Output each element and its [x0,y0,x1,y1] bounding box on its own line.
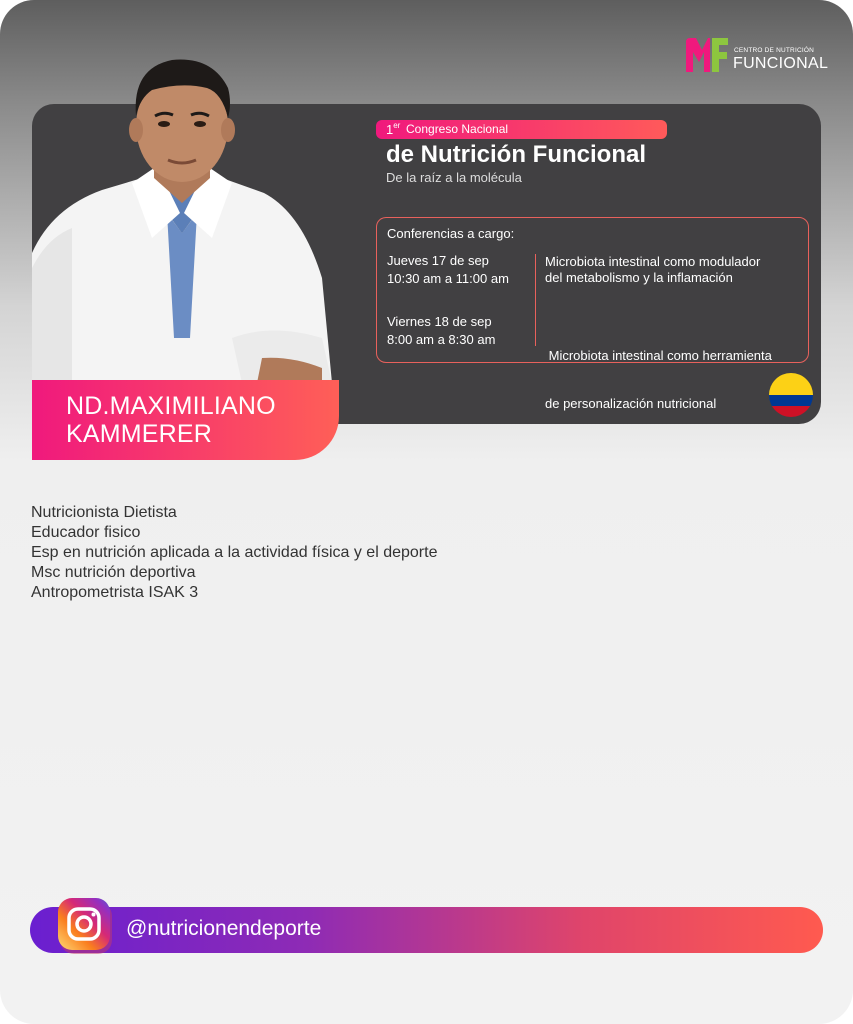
session-topic-line: del metabolismo y la inflamación [545,270,733,285]
bio-line: Educador fisico [31,524,141,541]
session-topic-line: Microbiota intestinal como modulador [545,254,761,269]
congress-pill-text: Congreso Nacional [406,122,509,136]
session-time: 8:00 am a 8:30 am [387,332,496,347]
session-2-datetime [387,313,495,349]
logo-mark-icon [686,38,728,72]
session-topic-line: de personalización nutricional [545,396,717,411]
logo-big-text: FUNCIONAL [733,55,829,72]
session-date: Jueves 17 de sep [387,253,489,268]
congress-subtitle: De la raíz a la molécula [386,170,522,185]
session-time: 10:30 am a 11:00 am [387,271,509,286]
bio-line: Nutricionista Dietista [31,504,177,521]
logo-small-text: CENTRO DE NUTRICIÓN [734,47,814,54]
speaker-portrait [32,38,332,383]
instagram-icon[interactable] [56,896,116,958]
conferences-box [376,217,809,411]
colombia-flag-icon [769,373,813,417]
session-2-topic [545,316,772,444]
session-1-topic [545,254,760,286]
brand-logo [686,38,829,74]
bio-line: Esp en nutrición aplicada a la actividad física y el deporte [31,544,438,561]
speaker-name-line2: KAMMERER [66,420,213,448]
congress-pill [376,120,667,139]
session-date: Viernes 18 de sep [387,314,492,329]
congress-ordinal: 1er [386,121,401,137]
speaker-name-tag [32,380,339,460]
speaker-bio [31,503,437,603]
bio-line: Antropometrista ISAK 3 [31,584,199,601]
instagram-handle[interactable]: @nutricionendeporte [126,917,322,940]
speaker-name-line1: ND.MAXIMILIANO [66,392,276,420]
conferences-heading: Conferencias a cargo: [387,226,515,241]
congress-title: de Nutrición Funcional [386,141,647,168]
session-topic-line: Microbiota intestinal como herramienta [545,348,772,363]
bio-line: Msc nutrición deportiva [31,564,196,581]
conferences-divider [535,254,536,346]
session-1-datetime [387,252,509,288]
